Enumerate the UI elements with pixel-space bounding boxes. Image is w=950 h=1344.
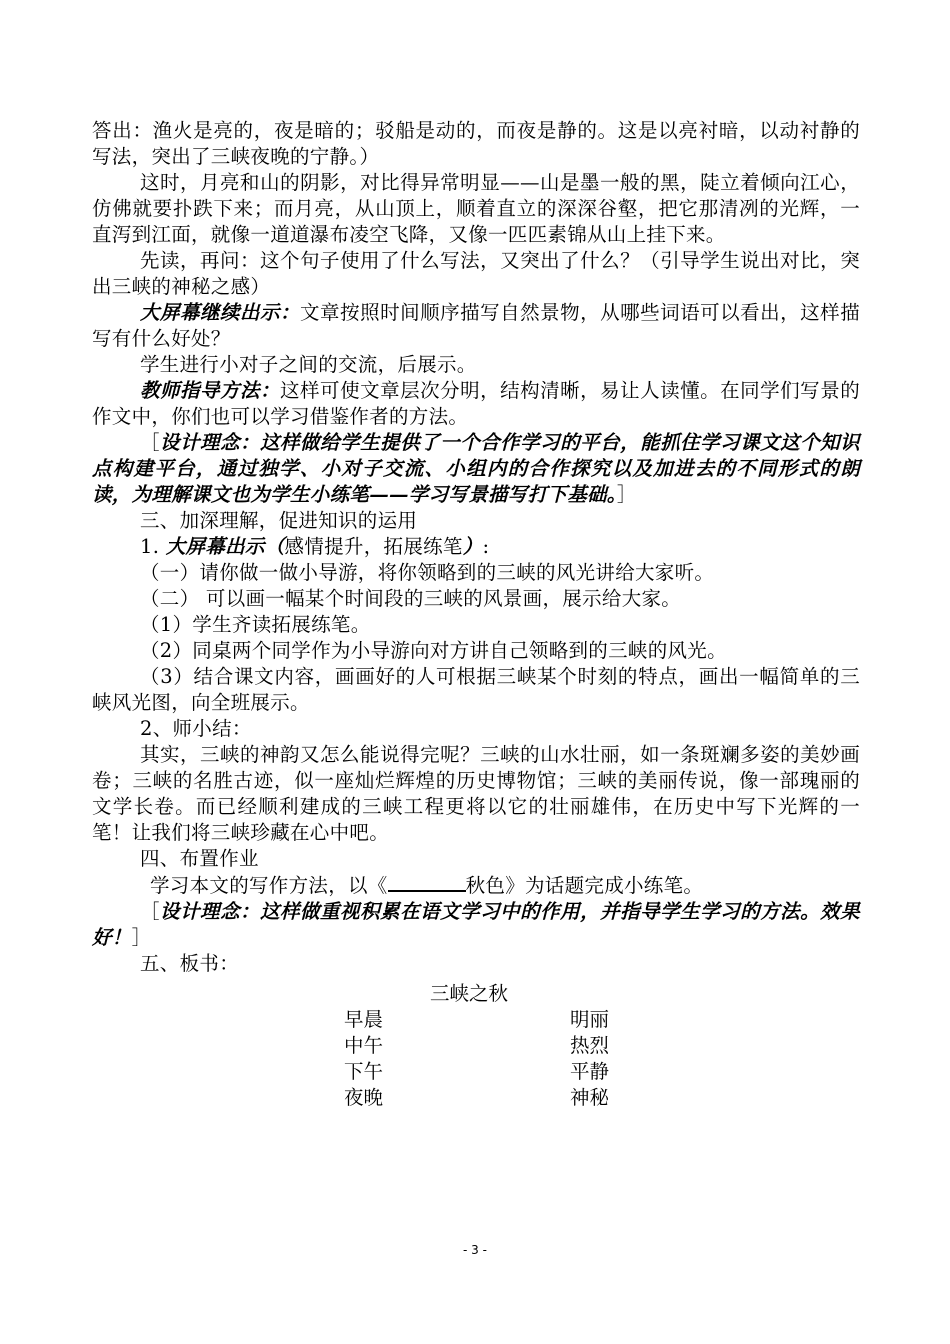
teacher-guide-label: 教师指导方法： — [140, 379, 281, 402]
board-feature: 热烈 — [570, 1034, 610, 1057]
board-time: 夜晚 — [344, 1086, 384, 1109]
paragraph-screen-continue — [92, 300, 860, 352]
paragraph-answer: 答出：渔火是亮的，夜是暗的；驳船是动的，而夜是静的。这是以亮衬暗，以动衬静的写法，突出了三峡夜晚的宁静。） — [92, 119, 860, 168]
design-note-2-open: ［ — [140, 900, 161, 923]
section-4-heading: 四、布置作业 — [140, 847, 259, 870]
paragraph-student-exchange: 学生进行小对子之间的交流，后展示。 — [140, 353, 477, 376]
step-3: （3）结合课文内容，画画好的人可根据三峡某个时刻的特点，画出一幅简单的三峡风光图，向全班展示。 — [92, 665, 860, 714]
item-1-label: 大屏幕出示（ — [165, 535, 285, 558]
section-3-heading: 三、加深理解，促进知识的运用 — [140, 509, 418, 532]
design-note-1-open: ［ — [140, 431, 161, 454]
board-title: 三峡之秋 — [430, 982, 509, 1005]
board-feature: 平静 — [570, 1060, 610, 1083]
screen-continue-text: 文章按照时间顺序描写自然景物，从哪些词语可以看出，这样描写有什么好处？ — [92, 301, 860, 350]
section-5-heading: 五、板书： — [140, 952, 240, 975]
teacher-summary: 其实，三峡的神韵又怎么能说得完呢？三峡的山水壮丽，如一条斑斓多姿的美妙画卷；三峡的名胜古迹，似一座灿烂辉煌的历史博物馆；三峡的美丽传说，像一部瑰丽的文学长卷。而已经顺利建成的三峡工程更将以它的壮丽雄伟，在历史中写下光辉的一笔！让我们将三峡珍藏在心中吧。 — [92, 743, 860, 844]
board-time: 下午 — [344, 1060, 384, 1083]
homework-before: 学习本文的写作方法，以《 — [150, 874, 388, 897]
step-2: （2）同桌两个同学作为小导游向对方讲自己领略到的三峡的风光。 — [140, 639, 727, 662]
paragraph-quote: 这时，月亮和山的阴影，对比得异常明显——山是墨一般的黑，陡立着倾向江心，仿佛就要扑跌下来；而月亮，从山顶上，顺着直立的深深谷壑，把它那清冽的光辉，一直泻到江面，就像一道道瀑布凌空飞降，又像一匹匹素锦从山上挂下来。 — [92, 171, 860, 246]
document-page — [92, 118, 860, 1111]
homework-after: 秋色》为话题完成小练笔。 — [465, 874, 704, 897]
item-1-number: 1. — [140, 535, 160, 558]
section-3-item-2: 2、师小结： — [140, 717, 252, 740]
page-number: - 3 - — [463, 1243, 487, 1257]
design-note-2-text: 设计理念：这样做重视积累在语文学习中的作用，并指导学生学习的方法。效果好！ — [92, 900, 860, 949]
design-note-1 — [92, 430, 860, 508]
board-feature: 明丽 — [570, 1008, 610, 1031]
item-1-text: 感情提升，拓展练笔 — [284, 535, 463, 558]
item-1-colon: : — [482, 535, 490, 558]
teacher-guide-text: 这样可使文章层次分明，结构清晰，易让人读懂。在同学们写景的作文中，你们也可以学习借鉴作者的方法。 — [92, 379, 860, 428]
board-time: 中午 — [344, 1034, 384, 1057]
sub-item-2: （二） 可以画一幅某个时间段的三峡的风景画，展示给大家。 — [140, 587, 682, 610]
design-note-2 — [92, 899, 860, 951]
design-note-1-text: 设计理念：这样做给学生提供了一个合作学习的平台，能抓住学习课文这个知识点构建平台，通过独学、小对子交流、小组内的合作探究以及加进去的不同形式的朗读，为理解课文也为学生小练笔——学习写景描写打下基础。 — [92, 431, 860, 506]
paragraph-question: 先读，再问：这个句子使用了什么写法，又突出了什么？（引导学生说出对比，突出三峡的神秘之感） — [92, 249, 860, 298]
homework — [92, 872, 860, 899]
fill-blank — [388, 872, 466, 892]
board-feature: 神秘 — [570, 1086, 610, 1109]
item-1-close: ） — [462, 535, 483, 558]
section-3-item-1 — [92, 534, 860, 560]
board-time: 早晨 — [344, 1008, 384, 1031]
sub-item-1: （一）请你做一做小导游，将你领略到的三峡的风光讲给大家听。 — [140, 561, 715, 584]
step-1: （1）学生齐读拓展练笔。 — [140, 613, 371, 636]
design-note-1-close: ］ — [616, 483, 637, 506]
design-note-2-close: ］ — [131, 926, 152, 949]
paragraph-teacher-guide — [92, 378, 860, 430]
screen-continue-label: 大屏幕继续出示： — [140, 301, 301, 324]
blackboard-summary — [92, 981, 860, 1111]
